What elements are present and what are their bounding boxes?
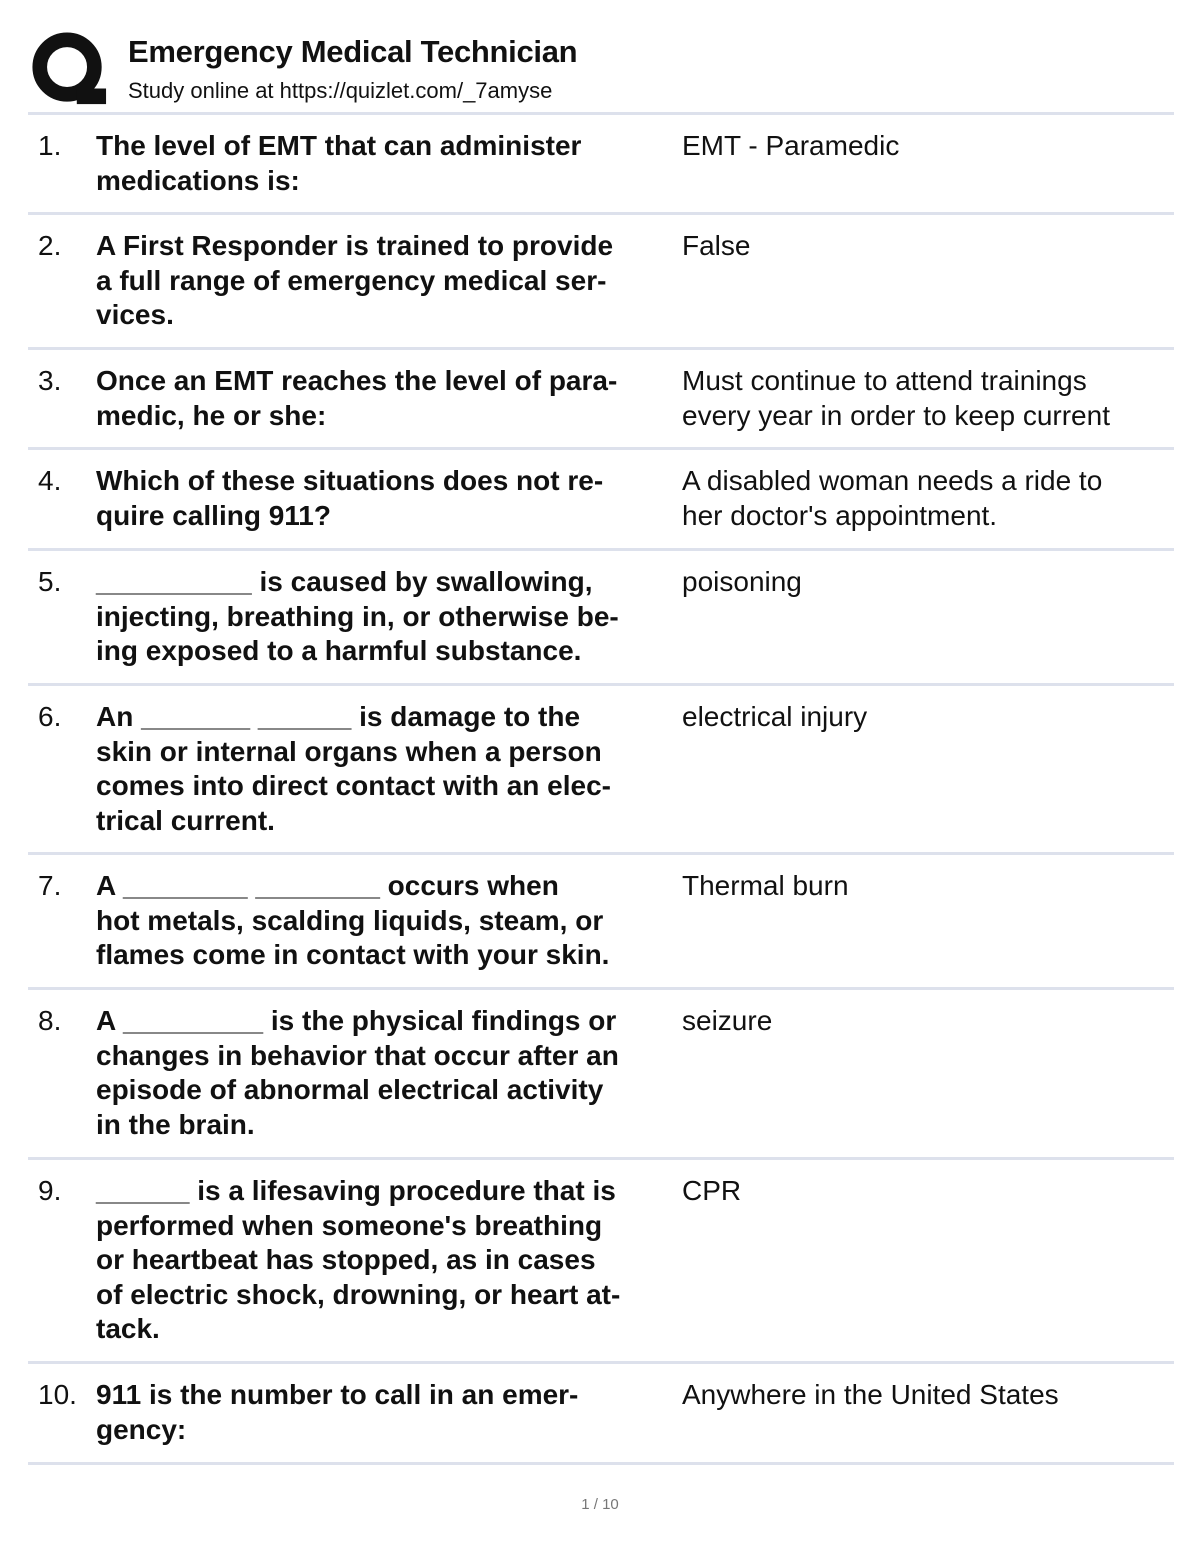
card-definition: CPR [682, 1175, 742, 1206]
card-definition: Anywhere in the United States [682, 1379, 1059, 1410]
card-term: Which of these situations does not re- quire calling 911? [96, 465, 604, 531]
card-number: 9. [38, 1175, 62, 1206]
document-subtitle: Study online at https://quizlet.com/_7amyse [128, 78, 553, 103]
card-definition: electrical injury [682, 701, 868, 732]
quizlet-q-logo-icon [30, 30, 108, 108]
card-definition: poisoning [682, 566, 802, 597]
card-number: 5. [38, 566, 62, 597]
card-definition: EMT - Paramedic [682, 130, 900, 161]
card-term: An _______ ______ is damage to the skin or internal organs when a person comes into direct contact with an elec- trical current. [96, 701, 612, 836]
flashcard-row [28, 987, 1174, 1157]
flashcard-row [28, 683, 1174, 852]
card-number: 7. [38, 870, 62, 901]
card-term: Once an EMT reaches the level of para- medic, he or she: [96, 365, 618, 431]
card-number: 1. [38, 130, 62, 161]
card-number: 10. [38, 1379, 77, 1410]
flashcard-row [28, 212, 1174, 347]
card-definition: False [682, 230, 751, 261]
card-term: ______ is a lifesaving procedure that is performed when someone's breathing or heartbeat has stopped, as in cases of electric shock, drowning, or heart at- tack. [96, 1175, 621, 1344]
card-term: The level of EMT that can administer medications is: [96, 130, 582, 196]
flashcard-row [28, 1157, 1174, 1361]
card-definition: Must continue to attend trainings every year in order to keep current [682, 365, 1110, 431]
document-header [28, 28, 1174, 112]
flashcard-row [28, 852, 1174, 987]
card-number: 8. [38, 1005, 62, 1036]
card-number: 4. [38, 465, 62, 496]
card-definition: Thermal burn [682, 870, 849, 901]
card-definition: A disabled woman needs a ride to her doctor's appointment. [682, 465, 1103, 531]
card-number: 2. [38, 230, 62, 261]
document-title: Emergency Medical Technician [128, 34, 578, 69]
flashcard-row [28, 1361, 1174, 1465]
flashcard-row [28, 548, 1174, 683]
card-definition: seizure [682, 1005, 773, 1036]
flashcard-row [28, 447, 1174, 548]
card-number: 3. [38, 365, 62, 396]
card-term: A ________ ________ occurs when hot metals, scalding liquids, steam, or flames come in contact with your skin. [96, 870, 610, 970]
page-number: 1 / 10 [581, 1496, 619, 1513]
card-term: 911 is the number to call in an emer- gency: [96, 1379, 579, 1445]
flashcard-list [28, 112, 1174, 1465]
card-term: A First Responder is trained to provide a full range of emergency medical ser- vices. [96, 230, 614, 330]
card-term: __________ is caused by swallowing, injecting, breathing in, or otherwise be- ing exposed to a harmful substance. [96, 566, 619, 666]
card-number: 6. [38, 701, 62, 732]
flashcard-row [28, 112, 1174, 212]
flashcard-row [28, 347, 1174, 447]
card-term: A _________ is the physical findings or changes in behavior that occur after an episode of abnormal electrical activity in the brain. [96, 1005, 619, 1140]
